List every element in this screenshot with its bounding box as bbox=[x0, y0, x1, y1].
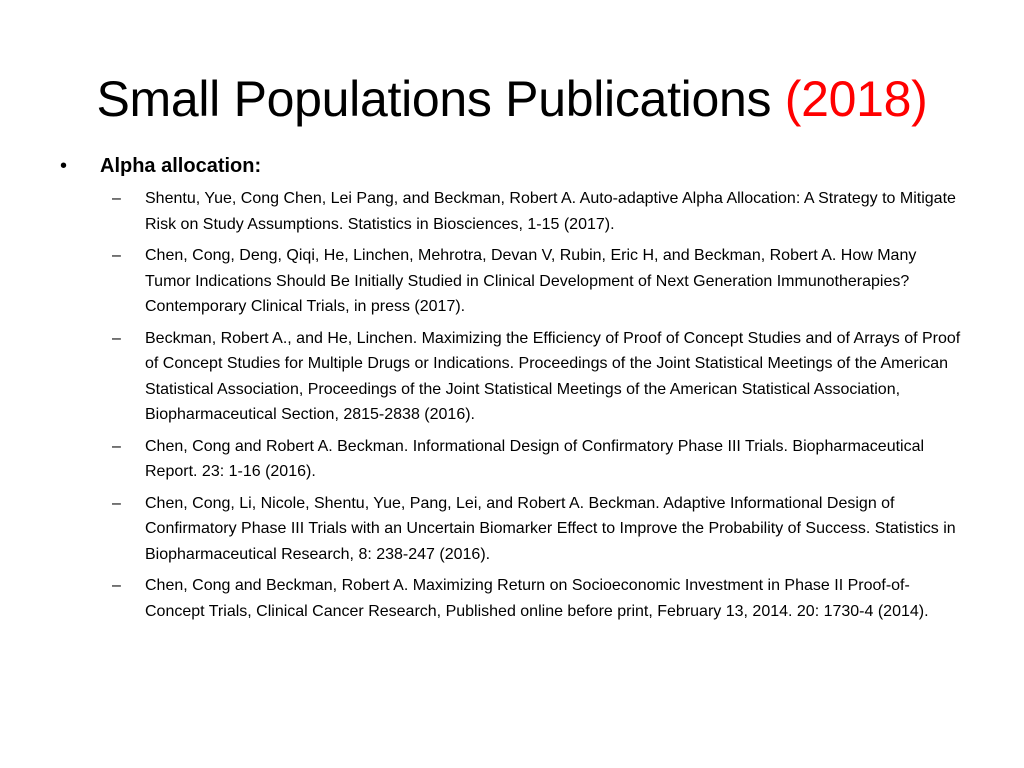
reference-text: Chen, Cong and Robert A. Beckman. Informational Design of Confirmatory Phase III Trials. Biopharmaceutical Report. 23: 1-16 (2016). bbox=[145, 437, 925, 480]
reference-text: Shentu, Yue, Cong Chen, Lei Pang, and Beckman, Robert A. Auto-adaptive Alpha Allocation: A Strategy to Mitigate Risk on Study Assumptions. Statistics in Biosciences, 1-15 (2017). bbox=[145, 190, 956, 233]
section-label: Alpha allocation: bbox=[100, 155, 262, 177]
title-main: Small Populations Publications bbox=[96, 71, 772, 127]
dash-icon: – bbox=[112, 329, 121, 347]
reference-item bbox=[112, 186, 970, 237]
reference-text: Chen, Cong, Li, Nicole, Shentu, Yue, Pang, Lei, and Robert A. Beckman. Adaptive Informational Design of Confirmatory Phase III Trials with an Uncertain Biomarker Effect to Improve the Probability of Success. Statistics in Biopharmaceutical Research, 8: 238-247 (2016). bbox=[145, 494, 956, 563]
reference-list bbox=[60, 186, 970, 624]
dash-icon: – bbox=[112, 247, 121, 264]
reference-item bbox=[112, 326, 970, 428]
slide-content bbox=[60, 150, 970, 630]
reference-item bbox=[112, 573, 970, 624]
dash-icon: – bbox=[112, 437, 121, 455]
bullet-icon: • bbox=[60, 155, 68, 177]
reference-item bbox=[112, 434, 970, 485]
dash-icon: – bbox=[112, 494, 121, 512]
reference-text: Chen, Cong and Beckman, Robert A. Maximizing Return on Socioeconomic Investment in Phase II Proof-of-Concept Trials, Clinical Cancer Research, Published online before print, February 13, 2014. 20: 1730-4 (2014). bbox=[145, 577, 929, 620]
bullet-item-alpha-allocation bbox=[60, 150, 970, 182]
reference-item bbox=[112, 243, 970, 320]
slide-title bbox=[0, 64, 1024, 134]
dash-icon: – bbox=[112, 190, 121, 207]
reference-item bbox=[112, 491, 970, 568]
reference-text: Beckman, Robert A., and He, Linchen. Maximizing the Efficiency of Proof of Concept Studies and of Arrays of Proof of Concept Studies for Multiple Drugs or Indications. Proceedings of the Joint Statistical Meetings of the American Statistical Association, Proceedings of the Joint Statistical Meetings of the American Statistical Association, Biopharmaceutical Section, 2815-2838 (2016). bbox=[145, 329, 961, 423]
reference-text: Chen, Cong, Deng, Qiqi, He, Linchen, Mehrotra, Devan V, Rubin, Eric H, and Beckman, Robert A. How Many Tumor Indications Should Be Initially Studied in Clinical Development of Next Generation Immunotherapies? Contemporary Clinical Trials, in press (2017). bbox=[145, 247, 917, 315]
dash-icon: – bbox=[112, 577, 121, 594]
title-year: (2018) bbox=[784, 71, 928, 127]
